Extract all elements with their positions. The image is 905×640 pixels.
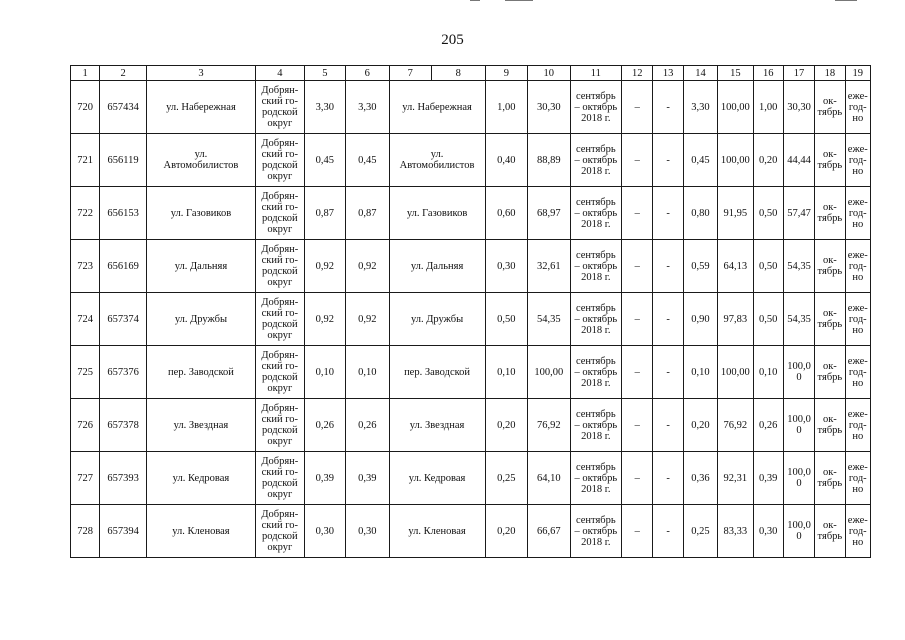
percent-cell: 66,67 bbox=[528, 505, 570, 558]
value-cell: 0,10 bbox=[683, 346, 717, 399]
value-cell: 0,20 bbox=[683, 399, 717, 452]
percent-cell: 32,61 bbox=[528, 240, 570, 293]
column-number-cell: 3 bbox=[146, 66, 255, 81]
percent-cell: 64,13 bbox=[718, 240, 753, 293]
street-name-cell: ул. Набережная bbox=[146, 81, 255, 134]
column-number-row bbox=[71, 66, 871, 81]
frequency-cell: еже- год- но bbox=[845, 505, 870, 558]
period-cell: сентябрь – октябрь 2018 г. bbox=[570, 134, 622, 187]
length-cell: 3,30 bbox=[304, 81, 345, 134]
dash-cell: – bbox=[622, 399, 653, 452]
table-row bbox=[71, 505, 871, 558]
segment-name-cell: ул. Звездная bbox=[389, 399, 485, 452]
month-cell: ок- тябрь bbox=[815, 452, 845, 505]
length-cell: 0,92 bbox=[304, 293, 345, 346]
value-cell: 0,50 bbox=[753, 187, 783, 240]
percent-cell: 97,83 bbox=[718, 293, 753, 346]
column-number-cell: 5 bbox=[304, 66, 345, 81]
row-number-cell: 724 bbox=[71, 293, 100, 346]
row-number-cell: 725 bbox=[71, 346, 100, 399]
column-number-cell: 13 bbox=[653, 66, 683, 81]
percent-cell: 100,0 0 bbox=[783, 399, 814, 452]
dash-cell: – bbox=[622, 293, 653, 346]
value-cell: 0,60 bbox=[485, 187, 527, 240]
length-cell: 0,30 bbox=[304, 505, 345, 558]
street-name-cell: ул. Дружбы bbox=[146, 293, 255, 346]
month-cell: ок- тябрь bbox=[815, 399, 845, 452]
frequency-cell: еже- год- но bbox=[845, 293, 870, 346]
dash-cell: - bbox=[653, 452, 683, 505]
length-cell: 0,39 bbox=[346, 452, 389, 505]
value-cell: 1,00 bbox=[485, 81, 527, 134]
column-number-cell: 16 bbox=[753, 66, 783, 81]
percent-cell: 88,89 bbox=[528, 134, 570, 187]
table-row bbox=[71, 399, 871, 452]
percent-cell: 100,0 0 bbox=[783, 346, 814, 399]
table-row bbox=[71, 293, 871, 346]
district-cell: Добрян- ский го- родской округ bbox=[256, 293, 305, 346]
period-cell: сентябрь – октябрь 2018 г. bbox=[570, 187, 622, 240]
column-number-cell: 1 bbox=[71, 66, 100, 81]
dash-cell: - bbox=[653, 399, 683, 452]
district-cell: Добрян- ский го- родской округ bbox=[256, 187, 305, 240]
road-register-table bbox=[70, 65, 871, 558]
dash-cell: - bbox=[653, 81, 683, 134]
dash-cell: – bbox=[622, 240, 653, 293]
frequency-cell: еже- год- но bbox=[845, 134, 870, 187]
value-cell: 1,00 bbox=[753, 81, 783, 134]
value-cell: 0,30 bbox=[485, 240, 527, 293]
dash-cell: - bbox=[653, 240, 683, 293]
value-cell: 0,90 bbox=[683, 293, 717, 346]
road-code-cell: 656169 bbox=[100, 240, 147, 293]
row-number-cell: 721 bbox=[71, 134, 100, 187]
column-number-cell: 4 bbox=[256, 66, 305, 81]
district-cell: Добрян- ский го- родской округ bbox=[256, 505, 305, 558]
percent-cell: 30,30 bbox=[528, 81, 570, 134]
length-cell: 0,92 bbox=[304, 240, 345, 293]
road-code-cell: 657394 bbox=[100, 505, 147, 558]
percent-cell: 64,10 bbox=[528, 452, 570, 505]
length-cell: 3,30 bbox=[346, 81, 389, 134]
percent-cell: 57,47 bbox=[783, 187, 814, 240]
value-cell: 0,50 bbox=[753, 240, 783, 293]
row-number-cell: 722 bbox=[71, 187, 100, 240]
value-cell: 0,45 bbox=[683, 134, 717, 187]
dash-cell: – bbox=[622, 452, 653, 505]
value-cell: 0,25 bbox=[683, 505, 717, 558]
row-number-cell: 723 bbox=[71, 240, 100, 293]
dash-cell: – bbox=[622, 346, 653, 399]
percent-cell: 76,92 bbox=[718, 399, 753, 452]
percent-cell: 92,31 bbox=[718, 452, 753, 505]
column-number-cell: 15 bbox=[718, 66, 753, 81]
length-cell: 0,87 bbox=[346, 187, 389, 240]
dash-cell: - bbox=[653, 293, 683, 346]
street-name-cell: ул. Дальняя bbox=[146, 240, 255, 293]
length-cell: 0,92 bbox=[346, 240, 389, 293]
segment-name-cell: ул. Кленовая bbox=[389, 505, 485, 558]
value-cell: 0,20 bbox=[753, 134, 783, 187]
month-cell: ок- тябрь bbox=[815, 187, 845, 240]
table-row bbox=[71, 240, 871, 293]
district-cell: Добрян- ский го- родской округ bbox=[256, 452, 305, 505]
segment-name-cell: пер. Заводской bbox=[389, 346, 485, 399]
percent-cell: 83,33 bbox=[718, 505, 753, 558]
period-cell: сентябрь – октябрь 2018 г. bbox=[570, 505, 622, 558]
value-cell: 0,59 bbox=[683, 240, 717, 293]
percent-cell: 76,92 bbox=[528, 399, 570, 452]
district-cell: Добрян- ский го- родской округ bbox=[256, 81, 305, 134]
road-code-cell: 657434 bbox=[100, 81, 147, 134]
length-cell: 0,30 bbox=[346, 505, 389, 558]
segment-name-cell: ул. Набережная bbox=[389, 81, 485, 134]
column-number-cell: 10 bbox=[528, 66, 570, 81]
month-cell: ок- тябрь bbox=[815, 81, 845, 134]
dash-cell: – bbox=[622, 134, 653, 187]
column-number-cell: 2 bbox=[100, 66, 147, 81]
row-number-cell: 726 bbox=[71, 399, 100, 452]
district-cell: Добрян- ский го- родской округ bbox=[256, 399, 305, 452]
percent-cell: 100,0 0 bbox=[783, 452, 814, 505]
value-cell: 0,25 bbox=[485, 452, 527, 505]
frequency-cell: еже- год- но bbox=[845, 452, 870, 505]
value-cell: 0,39 bbox=[753, 452, 783, 505]
table-row bbox=[71, 187, 871, 240]
table-row bbox=[71, 346, 871, 399]
segment-name-cell: ул. Дальняя bbox=[389, 240, 485, 293]
month-cell: ок- тябрь bbox=[815, 134, 845, 187]
value-cell: 0,30 bbox=[753, 505, 783, 558]
length-cell: 0,92 bbox=[346, 293, 389, 346]
column-number-cell: 11 bbox=[570, 66, 622, 81]
month-cell: ок- тябрь bbox=[815, 505, 845, 558]
street-name-cell: ул. Автомобилистов bbox=[146, 134, 255, 187]
street-name-cell: ул. Кедровая bbox=[146, 452, 255, 505]
percent-cell: 100,0 0 bbox=[783, 505, 814, 558]
dash-cell: - bbox=[653, 187, 683, 240]
dash-cell: - bbox=[653, 346, 683, 399]
column-number-cell: 9 bbox=[485, 66, 527, 81]
percent-cell: 54,35 bbox=[528, 293, 570, 346]
road-code-cell: 657393 bbox=[100, 452, 147, 505]
value-cell: 0,10 bbox=[485, 346, 527, 399]
percent-cell: 68,97 bbox=[528, 187, 570, 240]
value-cell: 0,26 bbox=[753, 399, 783, 452]
value-cell: 3,30 bbox=[683, 81, 717, 134]
street-name-cell: ул. Звездная bbox=[146, 399, 255, 452]
period-cell: сентябрь – октябрь 2018 г. bbox=[570, 399, 622, 452]
column-number-cell: 19 bbox=[845, 66, 870, 81]
segment-name-cell: ул. Кедровая bbox=[389, 452, 485, 505]
column-number-cell: 8 bbox=[432, 66, 486, 81]
percent-cell: 44,44 bbox=[783, 134, 814, 187]
segment-name-cell: ул. Дружбы bbox=[389, 293, 485, 346]
dash-cell: - bbox=[653, 505, 683, 558]
dash-cell: – bbox=[622, 187, 653, 240]
value-cell: 0,20 bbox=[485, 505, 527, 558]
district-cell: Добрян- ский го- родской округ bbox=[256, 346, 305, 399]
street-name-cell: пер. Заводской bbox=[146, 346, 255, 399]
dash-cell: – bbox=[622, 81, 653, 134]
row-number-cell: 720 bbox=[71, 81, 100, 134]
column-number-cell: 7 bbox=[389, 66, 431, 81]
frequency-cell: еже- год- но bbox=[845, 240, 870, 293]
road-code-cell: 656119 bbox=[100, 134, 147, 187]
table-row bbox=[71, 452, 871, 505]
value-cell: 0,40 bbox=[485, 134, 527, 187]
segment-name-cell: ул. Автомобилистов bbox=[389, 134, 485, 187]
column-number-cell: 12 bbox=[622, 66, 653, 81]
length-cell: 0,45 bbox=[346, 134, 389, 187]
value-cell: 0,20 bbox=[485, 399, 527, 452]
period-cell: сентябрь – октябрь 2018 г. bbox=[570, 346, 622, 399]
percent-cell: 100,00 bbox=[528, 346, 570, 399]
length-cell: 0,26 bbox=[304, 399, 345, 452]
percent-cell: 100,00 bbox=[718, 134, 753, 187]
period-cell: сентябрь – октябрь 2018 г. bbox=[570, 81, 622, 134]
month-cell: ок- тябрь bbox=[815, 293, 845, 346]
percent-cell: 54,35 bbox=[783, 240, 814, 293]
period-cell: сентябрь – октябрь 2018 г. bbox=[570, 452, 622, 505]
frequency-cell: еже- год- но bbox=[845, 346, 870, 399]
percent-cell: 30,30 bbox=[783, 81, 814, 134]
frequency-cell: еже- год- но bbox=[845, 187, 870, 240]
value-cell: 0,80 bbox=[683, 187, 717, 240]
length-cell: 0,10 bbox=[304, 346, 345, 399]
period-cell: сентябрь – октябрь 2018 г. bbox=[570, 240, 622, 293]
value-cell: 0,36 bbox=[683, 452, 717, 505]
length-cell: 0,26 bbox=[346, 399, 389, 452]
percent-cell: 54,35 bbox=[783, 293, 814, 346]
street-name-cell: ул. Газовиков bbox=[146, 187, 255, 240]
page-number: 205 bbox=[441, 32, 464, 48]
month-cell: ок- тябрь bbox=[815, 346, 845, 399]
dash-cell: - bbox=[653, 134, 683, 187]
table-row bbox=[71, 134, 871, 187]
row-number-cell: 727 bbox=[71, 452, 100, 505]
column-number-cell: 14 bbox=[683, 66, 717, 81]
row-number-cell: 728 bbox=[71, 505, 100, 558]
column-number-cell: 6 bbox=[346, 66, 389, 81]
frequency-cell: еже- год- но bbox=[845, 399, 870, 452]
percent-cell: 91,95 bbox=[718, 187, 753, 240]
length-cell: 0,39 bbox=[304, 452, 345, 505]
length-cell: 0,87 bbox=[304, 187, 345, 240]
dash-cell: – bbox=[622, 505, 653, 558]
scan-top-marks bbox=[0, 0, 905, 4]
value-cell: 0,10 bbox=[753, 346, 783, 399]
road-code-cell: 657376 bbox=[100, 346, 147, 399]
month-cell: ок- тябрь bbox=[815, 240, 845, 293]
length-cell: 0,10 bbox=[346, 346, 389, 399]
segment-name-cell: ул. Газовиков bbox=[389, 187, 485, 240]
column-number-cell: 18 bbox=[815, 66, 845, 81]
district-cell: Добрян- ский го- родской округ bbox=[256, 240, 305, 293]
road-code-cell: 657378 bbox=[100, 399, 147, 452]
road-code-cell: 656153 bbox=[100, 187, 147, 240]
column-number-cell: 17 bbox=[783, 66, 814, 81]
percent-cell: 100,00 bbox=[718, 81, 753, 134]
street-name-cell: ул. Кленовая bbox=[146, 505, 255, 558]
length-cell: 0,45 bbox=[304, 134, 345, 187]
table-row bbox=[71, 81, 871, 134]
percent-cell: 100,00 bbox=[718, 346, 753, 399]
district-cell: Добрян- ский го- родской округ bbox=[256, 134, 305, 187]
period-cell: сентябрь – октябрь 2018 г. bbox=[570, 293, 622, 346]
road-code-cell: 657374 bbox=[100, 293, 147, 346]
frequency-cell: еже- год- но bbox=[845, 81, 870, 134]
value-cell: 0,50 bbox=[485, 293, 527, 346]
value-cell: 0,50 bbox=[753, 293, 783, 346]
